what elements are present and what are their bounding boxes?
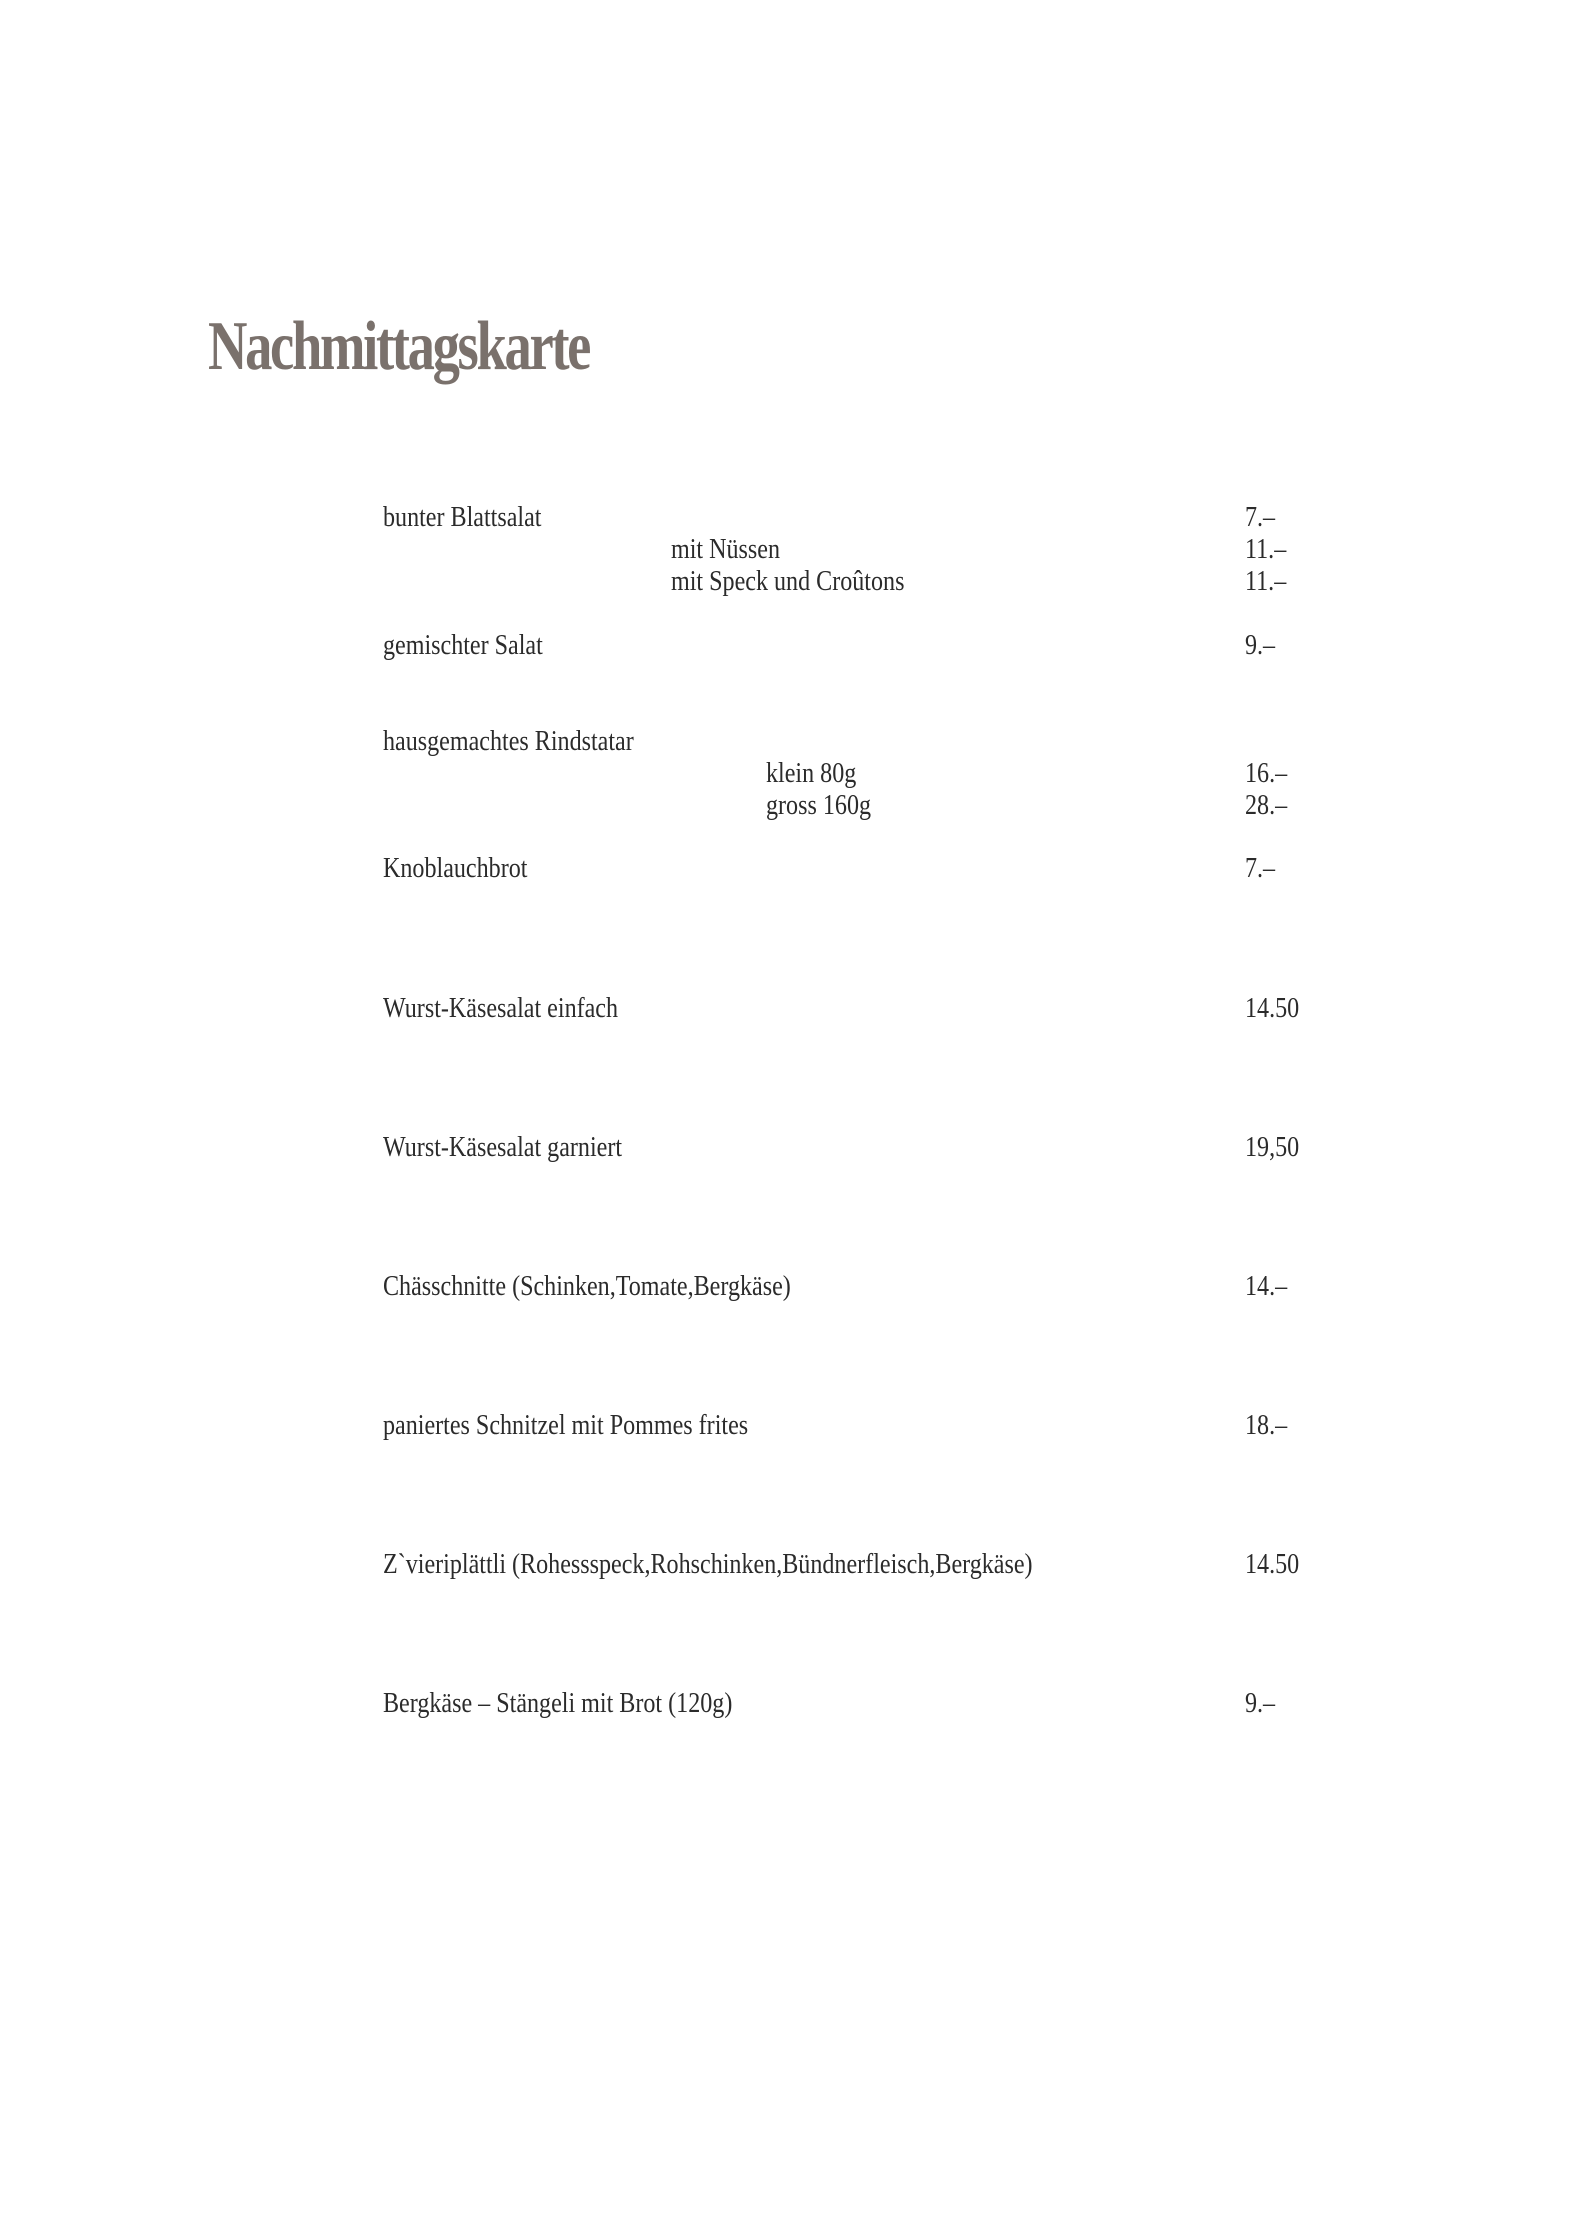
menu-item-name: bunter Blattsalat [383, 502, 542, 533]
menu-item-name: Wurst-Käsesalat garniert [383, 1132, 623, 1163]
menu-item-option: mit Speck und Croûtons [671, 566, 905, 597]
menu-item-price: 19,50 [1245, 1132, 1300, 1163]
menu-item-price: 14.50 [1245, 993, 1300, 1024]
menu-item-price: 18.– [1245, 1410, 1288, 1441]
menu-item-name: hausgemachtes Rindstatar [383, 726, 634, 757]
menu-item-price: 11.– [1245, 566, 1287, 597]
menu-item-name: Chässchnitte (Schinken,Tomate,Bergkäse) [383, 1271, 791, 1302]
menu-item-price: 9.– [1245, 630, 1276, 661]
menu-item-option: mit Nüssen [671, 534, 781, 565]
menu-item-name: gemischter Salat [383, 630, 543, 661]
menu-item-name: paniertes Schnitzel mit Pommes frites [383, 1410, 749, 1441]
menu-item-name: Wurst-Käsesalat einfach [383, 993, 619, 1024]
menu-item-option: gross 160g [766, 790, 872, 821]
menu-item-name: Z`vieriplättli (Rohessspeck,Rohschinken,Bündnerfleisch,Bergkäse) [383, 1549, 1033, 1580]
menu-item-name: Knoblauchbrot [383, 853, 528, 884]
menu-item-price: 16.– [1245, 758, 1288, 789]
menu-item-option: klein 80g [766, 758, 857, 789]
menu-item-price: 14.50 [1245, 1549, 1300, 1580]
menu-item-price: 7.– [1245, 502, 1276, 533]
menu-item-price: 14.– [1245, 1271, 1288, 1302]
menu-item-price: 7.– [1245, 853, 1276, 884]
menu-item-price: 28.– [1245, 790, 1288, 821]
menu-item-name: Bergkäse – Stängeli mit Brot (120g) [383, 1688, 733, 1719]
page-title: Nachmittagskarte [208, 308, 590, 385]
menu-item-price: 9.– [1245, 1688, 1276, 1719]
menu-item-price: 11.– [1245, 534, 1287, 565]
